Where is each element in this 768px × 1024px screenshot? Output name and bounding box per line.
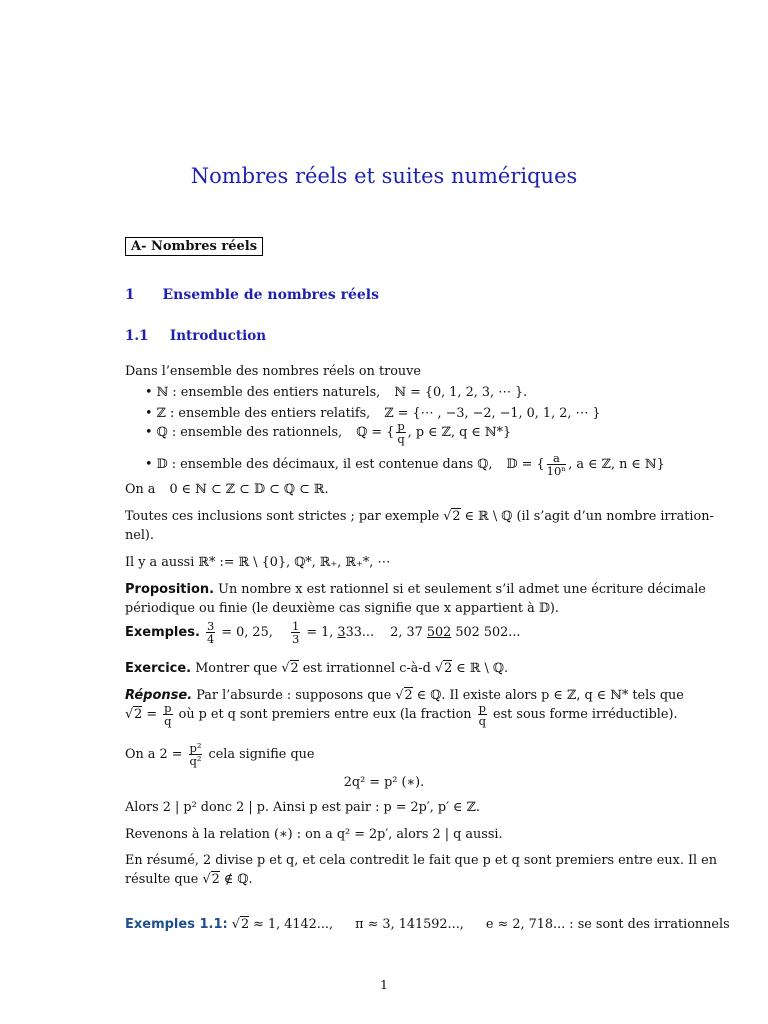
section-number: 1 xyxy=(125,287,135,303)
examples-line: Exemples. $\frac{3}{4}$ = 0, 25, $\frac{1}{3}$ = 1, 333... 2, 37 502 502 502... xyxy=(125,619,521,647)
section-1-heading xyxy=(125,287,379,303)
proposition-label: Proposition. xyxy=(125,582,215,597)
fraction-a-10n: $\frac{a}{\text{10ⁿ}}$ xyxy=(546,451,567,479)
exercise-label: Exercice. xyxy=(125,661,192,676)
exercise-line: Exercice. Montrer que √2 est irrationnel c-à-d √2 ∈ ℝ \ ℚ. xyxy=(125,661,509,676)
strict-line-2: nel). xyxy=(125,528,154,543)
answer-line-2: √2 = $\frac{p}{q}$ où p et q sont premiers entre eux (la fraction $\frac{p}{q}$ est sous forme irréductible). xyxy=(125,701,678,729)
strict-line-1: Toutes ces inclusions sont strictes ; par exemple √2 ∈ ℝ \ ℚ (il s’agit d’un nombre irration- xyxy=(125,509,714,524)
also-sets: Il y a aussi ℝ* := ℝ \ {0}, ℚ*, ℝ₊, ℝ₊*, ⋯ xyxy=(125,555,391,570)
section-title: Ensemble de nombres réels xyxy=(162,287,379,303)
subsection-number: 1.1 xyxy=(125,328,149,344)
examples-1-1-line: Exemples 1.1: √2 ≈ 1, 4142..., π ≈ 3, 141592..., e ≈ 2, 718... : se sont des irrationnels xyxy=(125,917,730,932)
subsection-title: Introduction xyxy=(169,328,267,344)
list-item-integers: • ℤ : ensemble des entiers relatifs, ℤ = {⋯ , −3, −2, −1, 0, 1, 2, ⋯ } xyxy=(145,406,601,421)
proposition-line-2: périodique ou finie (le deuxième cas signifie que x appartient à 𝔻). xyxy=(125,601,559,616)
inclusion-chain: On a 0 ∈ ℕ ⊂ ℤ ⊂ 𝔻 ⊂ ℚ ⊂ ℝ. xyxy=(125,482,329,497)
answer-label: Réponse. xyxy=(125,688,193,703)
list-item-rationals: • ℚ : ensemble des rationnels, ℚ = { $\frac{p}{q}$ , p ∈ ℤ, q ∈ ℕ*} xyxy=(145,419,512,447)
revenons-line: Revenons à la relation (∗) : on a q² = 2p′, alors 2 | q aussi. xyxy=(125,827,503,842)
part-label: A- Nombres réels xyxy=(125,237,263,256)
alors-line: Alors 2 | p² donc 2 | p. Ainsi p est pair : p = 2p′, p′ ∈ ℤ. xyxy=(125,800,480,815)
page-title: Nombres réels et suites numériques xyxy=(190,164,578,188)
page-number: 1 xyxy=(380,977,388,992)
list-item-naturals: • ℕ : ensemble des entiers naturels, ℕ = {0, 1, 2, 3, ⋯ }. xyxy=(145,385,528,400)
equation-star: 2q² = p² (∗). xyxy=(343,775,425,790)
examples-1-1-label: Exemples 1.1: xyxy=(125,917,228,932)
list-item-decimals: • 𝔻 : ensemble des décimaux, il est contenue dans ℚ, 𝔻 = { $\frac{a}{\text{10ⁿ}}$ , a ∈ ℤ, n ∈ ℕ} xyxy=(145,451,665,479)
resume-line-2: résulte que √2 ∉ ℚ. xyxy=(125,872,253,887)
resume-line-1: En résumé, 2 divise p et q, et cela contredit le fait que p et q sont premiers entre eux. Il en xyxy=(125,853,717,868)
on-a-2-line: On a 2 = $\frac{\text{p²}}{\text{q²}}$ cela signifie que xyxy=(125,741,315,769)
proposition-line-1: Proposition. Un nombre x est rationnel si et seulement s’il admet une écriture décimale xyxy=(125,582,706,597)
part-label-box xyxy=(125,239,263,254)
answer-line-1: Réponse. Par l’absurde : supposons que √2 ∈ ℚ. Il existe alors p ∈ ℤ, q ∈ ℕ* tels que xyxy=(125,688,684,703)
subsection-1-1-heading xyxy=(125,328,266,344)
examples-label: Exemples. xyxy=(125,625,200,641)
intro-line: Dans l’ensemble des nombres réels on trouve xyxy=(125,364,421,379)
fraction-p-q: $\frac{p}{q}$ xyxy=(397,419,405,447)
